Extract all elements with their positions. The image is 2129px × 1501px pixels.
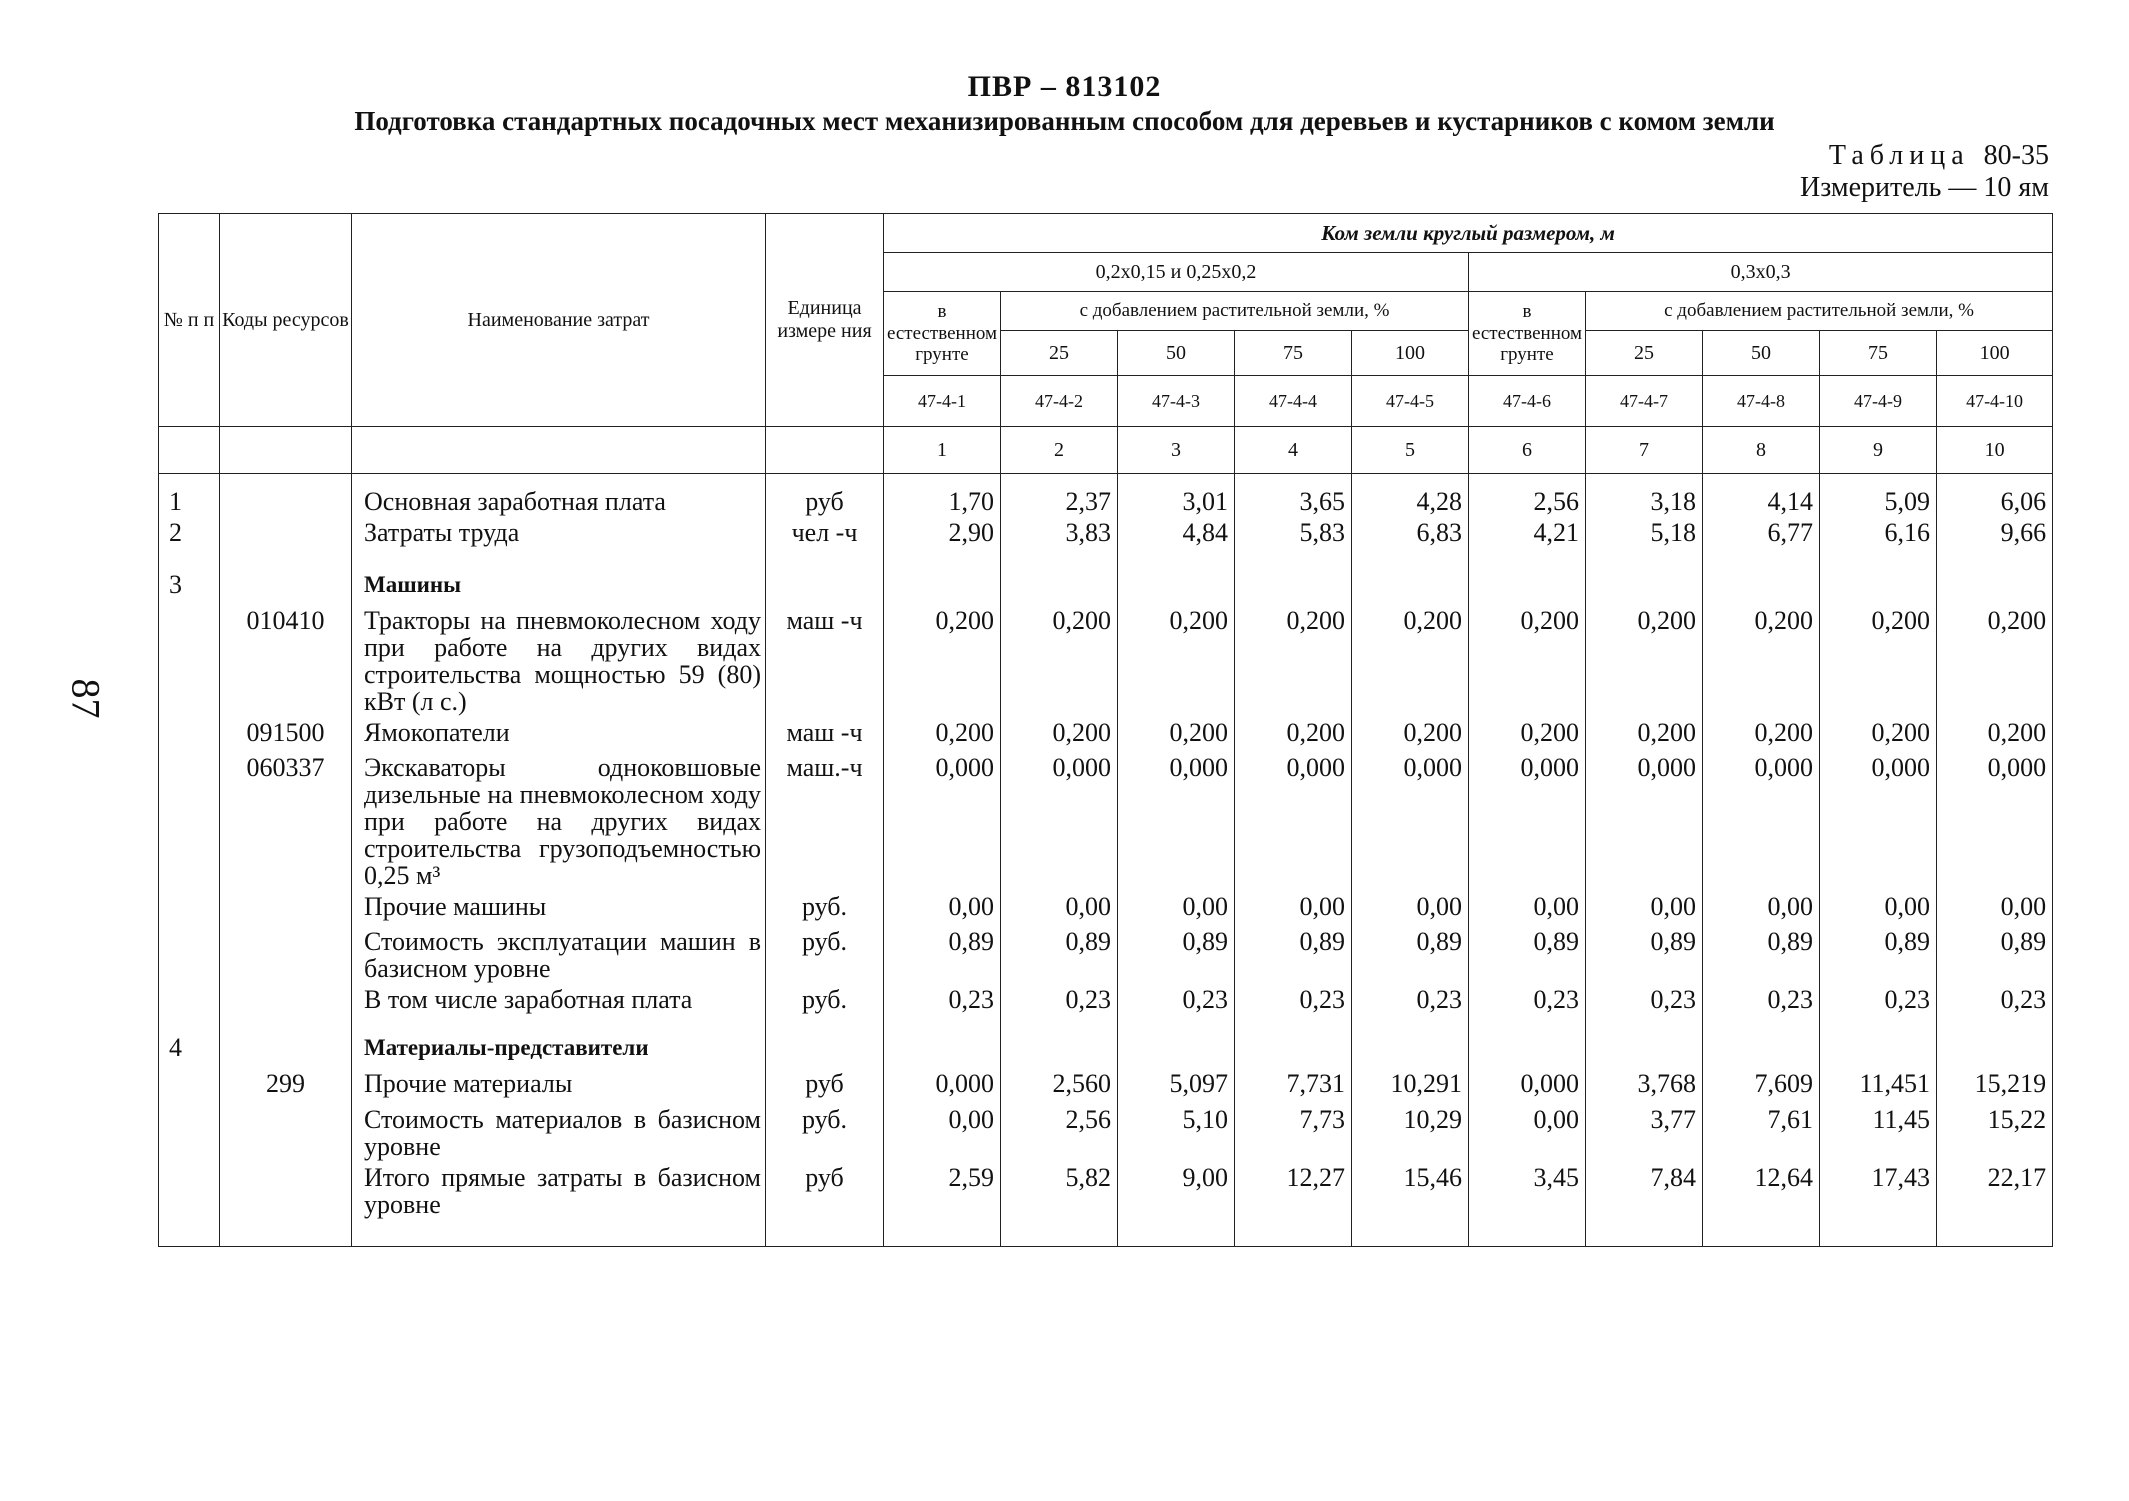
value-cell: 0,00 <box>2000 892 2047 921</box>
resource-code: 010410 <box>246 606 325 635</box>
value-cell: 2,59 <box>948 1163 994 1192</box>
col-header-pct: 75 <box>1235 331 1352 376</box>
value-cell: 0,200 <box>1520 718 1579 747</box>
value-cell: 0,89 <box>1299 927 1345 956</box>
value-cell: 0,000 <box>1871 753 1930 782</box>
value-cell: 11,451 <box>1859 1069 1930 1098</box>
value-cell: 0,89 <box>1884 927 1930 956</box>
resource-code <box>220 893 351 924</box>
unit: руб <box>805 1069 844 1098</box>
resource-code <box>220 1164 351 1224</box>
unit: руб. <box>801 892 848 921</box>
unit: руб. <box>801 1105 848 1134</box>
col-number: 2 <box>1001 427 1118 474</box>
cost-name: Стоимость эксплуатации машин в базисном уровне <box>364 927 761 983</box>
value-cell: 7,84 <box>1650 1163 1696 1192</box>
value-cell: 0,23 <box>1182 985 1228 1014</box>
cost-name: Стоимость материалов в базисном уровне <box>364 1105 761 1161</box>
value-cell <box>1469 571 1585 603</box>
cost-name: Итого прямые затраты в базисном уровне <box>364 1163 761 1219</box>
value-cell: 0,000 <box>1754 753 1813 782</box>
value-cell: 4,14 <box>1767 487 1813 516</box>
col-header-name: Наименование затрат <box>352 214 766 427</box>
resource-code: 060337 <box>246 753 325 782</box>
cost-name: В том числе заработная плата <box>364 985 693 1014</box>
value-cell <box>1820 1034 1936 1066</box>
value-cell <box>1235 1034 1351 1066</box>
col-header-unit: Единица измере ния <box>766 214 884 427</box>
value-cell: 0,00 <box>1533 1105 1579 1134</box>
row-number <box>159 928 219 982</box>
value-cell: 4,28 <box>1416 487 1462 516</box>
value-cell: 0,200 <box>1286 606 1345 635</box>
cost-name: Ямокопатели <box>364 718 510 747</box>
value-cell: 0,23 <box>2000 985 2047 1014</box>
unit <box>766 1034 883 1066</box>
col-code: 47-4-4 <box>1235 376 1352 427</box>
value-cell: 0,89 <box>948 927 994 956</box>
row-number: 3 <box>169 570 182 599</box>
col-code: 47-4-2 <box>1001 376 1118 427</box>
row-number <box>159 607 219 715</box>
value-cell: 5,097 <box>1169 1069 1228 1098</box>
value-cell: 0,00 <box>1416 892 1462 921</box>
col-number: 10 <box>1937 427 2053 474</box>
value-cell: 0,000 <box>1637 753 1696 782</box>
table-word: Таблица <box>1828 140 1970 171</box>
row-number <box>159 1070 219 1102</box>
value-cell: 9,66 <box>2000 518 2047 547</box>
value-cell: 0,00 <box>1650 892 1696 921</box>
document-code: ПВР – 813102 <box>967 70 1162 103</box>
col-number: 6 <box>1469 427 1586 474</box>
value-cell: 10,29 <box>1403 1105 1462 1134</box>
col-header-pct: 25 <box>1586 331 1703 376</box>
value-cell: 7,61 <box>1767 1105 1813 1134</box>
value-cell: 0,200 <box>1403 606 1462 635</box>
col-number: 9 <box>1820 427 1937 474</box>
row-number <box>159 893 219 924</box>
col-code: 47-4-5 <box>1352 376 1469 427</box>
col-header-group-1: 0,2х0,15 и 0,25х0,2 <box>884 253 1469 292</box>
value-cell: 0,000 <box>1169 753 1228 782</box>
resource-code <box>220 1034 351 1066</box>
value-cell: 7,731 <box>1286 1069 1345 1098</box>
unit: руб <box>805 487 844 516</box>
value-cell: 0,89 <box>1650 927 1696 956</box>
col-code: 47-4-8 <box>1703 376 1820 427</box>
value-cell: 0,200 <box>1169 718 1228 747</box>
row-number <box>159 1164 219 1224</box>
value-cell: 12,64 <box>1754 1163 1813 1192</box>
value-cell: 1,70 <box>948 487 994 516</box>
col-code: 47-4-9 <box>1820 376 1937 427</box>
col-header-pct: 50 <box>1118 331 1235 376</box>
col-code: 47-4-1 <box>884 376 1001 427</box>
value-cell <box>884 1034 1000 1066</box>
unit: чел -ч <box>791 518 858 547</box>
value-cell: 22,17 <box>1987 1163 2047 1192</box>
value-cell: 0,000 <box>1520 1069 1579 1098</box>
value-cell: 0,00 <box>1533 892 1579 921</box>
value-cell <box>1001 571 1117 603</box>
value-cell: 3,18 <box>1650 487 1696 516</box>
value-cell: 3,65 <box>1299 487 1345 516</box>
resource-code <box>220 1106 351 1160</box>
unit: руб <box>805 1163 844 1192</box>
cost-name: Прочие материалы <box>364 1069 573 1098</box>
col-number: 1 <box>884 427 1001 474</box>
col-number: 8 <box>1703 427 1820 474</box>
value-cell: 0,200 <box>1052 606 1111 635</box>
value-cell: 0,23 <box>1767 985 1813 1014</box>
value-cell: 5,18 <box>1650 518 1696 547</box>
value-cell: 0,200 <box>1754 606 1813 635</box>
value-cell: 2,56 <box>1533 487 1579 516</box>
value-cell <box>1586 571 1702 603</box>
value-cell: 0,000 <box>1052 753 1111 782</box>
value-cell: 0,200 <box>1987 606 2047 635</box>
col-code: 47-4-6 <box>1469 376 1586 427</box>
value-cell <box>1235 571 1351 603</box>
value-cell: 3,768 <box>1637 1069 1696 1098</box>
value-cell: 7,609 <box>1754 1069 1813 1098</box>
value-cell: 0,89 <box>1416 927 1462 956</box>
value-cell <box>1937 571 2052 603</box>
value-cell: 6,16 <box>1884 518 1930 547</box>
row-number: 4 <box>169 1033 182 1062</box>
cost-name: Экскаваторы одноковшовые дизельные на пневмоколесном ходу при работе на других видах строительства грузоподъемностью 0,25 м³ <box>364 753 761 890</box>
value-cell <box>1352 571 1468 603</box>
value-cell <box>884 571 1000 603</box>
value-cell: 4,84 <box>1182 518 1228 547</box>
col-header-natural-1: в естественном грунте <box>884 292 1001 376</box>
col-header-added-2: с добавлением растительной земли, % <box>1586 292 2053 331</box>
value-cell <box>1586 1034 1702 1066</box>
value-cell: 6,77 <box>1767 518 1813 547</box>
row-number <box>159 1106 219 1160</box>
value-cell: 0,23 <box>1065 985 1111 1014</box>
value-cell: 3,01 <box>1182 487 1228 516</box>
value-cell: 0,89 <box>1065 927 1111 956</box>
value-cell <box>1469 1034 1585 1066</box>
value-cell: 12,27 <box>1286 1163 1345 1192</box>
col-header-main: Ком земли круглый размером, м <box>884 214 2053 253</box>
value-cell: 3,83 <box>1065 518 1111 547</box>
value-cell: 0,00 <box>1884 892 1930 921</box>
value-cell: 0,89 <box>1767 927 1813 956</box>
value-cell: 0,000 <box>1403 753 1462 782</box>
cost-name: Тракторы на пневмоколесном ходу при работе на других видах строительства мощностью 59 (80) кВт (л с.) <box>364 606 761 716</box>
value-cell: 0,200 <box>1520 606 1579 635</box>
value-cell: 0,000 <box>935 1069 994 1098</box>
value-cell: 0,00 <box>1299 892 1345 921</box>
value-cell: 0,23 <box>1299 985 1345 1014</box>
value-cell: 0,000 <box>1987 753 2047 782</box>
value-cell: 7,73 <box>1299 1105 1345 1134</box>
value-cell <box>1001 1034 1117 1066</box>
value-cell: 15,219 <box>1974 1069 2047 1098</box>
value-cell: 0,000 <box>935 753 994 782</box>
value-cell: 0,200 <box>935 718 994 747</box>
cost-name: Затраты труда <box>364 518 520 547</box>
value-cell: 0,200 <box>1754 718 1813 747</box>
value-cell: 10,291 <box>1390 1069 1462 1098</box>
col-header-no: № п п <box>159 214 220 427</box>
value-cell: 0,000 <box>1520 753 1579 782</box>
col-number: 5 <box>1352 427 1469 474</box>
col-number: 3 <box>1118 427 1235 474</box>
value-cell: 0,200 <box>1403 718 1462 747</box>
value-cell: 0,00 <box>1065 892 1111 921</box>
value-cell: 2,56 <box>1065 1105 1111 1134</box>
resource-code: 091500 <box>246 718 325 747</box>
value-cell: 0,00 <box>948 892 994 921</box>
value-cell: 0,89 <box>1182 927 1228 956</box>
value-cell: 0,200 <box>1637 718 1696 747</box>
section-heading: Материалы-представители <box>364 1035 649 1060</box>
col-header-natural-2: в естественном грунте <box>1469 292 1586 376</box>
value-cell: 0,200 <box>1169 606 1228 635</box>
value-cell: 0,23 <box>1884 985 1930 1014</box>
value-cell: 0,200 <box>935 606 994 635</box>
row-number <box>159 986 219 1024</box>
value-cell: 15,22 <box>1987 1105 2047 1134</box>
col-number: 7 <box>1586 427 1703 474</box>
cost-name: Прочие машины <box>364 892 547 921</box>
value-cell: 6,06 <box>2000 487 2047 516</box>
cost-name: Основная заработная плата <box>364 487 666 516</box>
value-cell: 0,200 <box>1987 718 2047 747</box>
col-header-pct: 50 <box>1703 331 1820 376</box>
value-cell: 5,10 <box>1182 1105 1228 1134</box>
col-header-group-2: 0,3х0,3 <box>1469 253 2053 292</box>
row-number <box>159 754 219 889</box>
table-label <box>1829 140 2049 172</box>
resource-code <box>220 986 351 1024</box>
value-cell: 5,83 <box>1299 518 1345 547</box>
unit: маш -ч <box>786 718 863 747</box>
value-cell: 2,37 <box>1065 487 1111 516</box>
unit: руб. <box>801 985 848 1014</box>
unit: маш -ч <box>786 606 863 635</box>
document-title: Подготовка стандартных посадочных мест механизированным способом для деревьев и кустарников с комом земли <box>354 106 1775 136</box>
value-cell: 0,89 <box>1533 927 1579 956</box>
table-number: 80-35 <box>1983 140 2049 171</box>
col-code: 47-4-3 <box>1118 376 1235 427</box>
unit: маш.-ч <box>786 753 863 782</box>
col-code: 47-4-7 <box>1586 376 1703 427</box>
value-cell: 0,23 <box>948 985 994 1014</box>
value-cell: 0,200 <box>1871 718 1930 747</box>
value-cell: 0,200 <box>1052 718 1111 747</box>
col-header-added-1: с добавлением растительной земли, % <box>1001 292 1469 331</box>
value-cell: 5,82 <box>1065 1163 1111 1192</box>
value-cell <box>1937 1034 2052 1066</box>
value-cell: 6,83 <box>1416 518 1462 547</box>
col-code: 47-4-10 <box>1937 376 2053 427</box>
resource-code <box>220 519 351 561</box>
value-cell: 0,00 <box>948 1105 994 1134</box>
value-cell: 0,23 <box>1533 985 1579 1014</box>
value-cell: 2,560 <box>1052 1069 1111 1098</box>
value-cell: 2,90 <box>948 518 994 547</box>
col-header-codes: Коды ресурсов <box>220 214 352 427</box>
col-header-pct: 100 <box>1937 331 2053 376</box>
measure-unit: Измеритель — 10 ям <box>1799 172 2049 203</box>
value-cell: 3,45 <box>1533 1163 1579 1192</box>
value-cell: 5,09 <box>1884 487 1930 516</box>
resource-code <box>220 488 351 515</box>
value-cell: 0,00 <box>1767 892 1813 921</box>
page-number: 87 <box>63 678 109 719</box>
value-cell: 3,77 <box>1650 1105 1696 1134</box>
value-cell <box>1118 571 1234 603</box>
section-heading: Машины <box>364 572 462 597</box>
col-header-pct: 25 <box>1001 331 1118 376</box>
value-cell: 0,00 <box>1182 892 1228 921</box>
value-cell: 0,89 <box>2000 927 2047 956</box>
value-cell <box>1118 1034 1234 1066</box>
value-cell: 15,46 <box>1403 1163 1462 1192</box>
row-number: 1 <box>169 487 182 516</box>
value-cell: 17,43 <box>1871 1163 1930 1192</box>
value-cell: 9,00 <box>1182 1163 1228 1192</box>
value-cell: 0,000 <box>1286 753 1345 782</box>
value-cell <box>1703 571 1819 603</box>
value-cell: 11,45 <box>1872 1105 1930 1134</box>
value-cell <box>1352 1034 1468 1066</box>
unit <box>766 571 883 603</box>
value-cell <box>1703 1034 1819 1066</box>
value-cell: 0,23 <box>1416 985 1462 1014</box>
value-cell: 0,200 <box>1286 718 1345 747</box>
row-number: 2 <box>169 518 182 547</box>
resource-code: 299 <box>266 1069 305 1098</box>
value-cell: 0,23 <box>1650 985 1696 1014</box>
value-cell: 0,200 <box>1637 606 1696 635</box>
value-cell: 0,200 <box>1871 606 1930 635</box>
cost-table <box>158 213 2053 1247</box>
value-cell <box>1820 571 1936 603</box>
unit: руб. <box>801 927 848 956</box>
value-cell: 4,21 <box>1533 518 1579 547</box>
col-header-pct: 100 <box>1352 331 1469 376</box>
row-number <box>159 719 219 750</box>
resource-code <box>220 928 351 982</box>
col-header-pct: 75 <box>1820 331 1937 376</box>
col-number: 4 <box>1235 427 1352 474</box>
resource-code <box>220 571 351 603</box>
